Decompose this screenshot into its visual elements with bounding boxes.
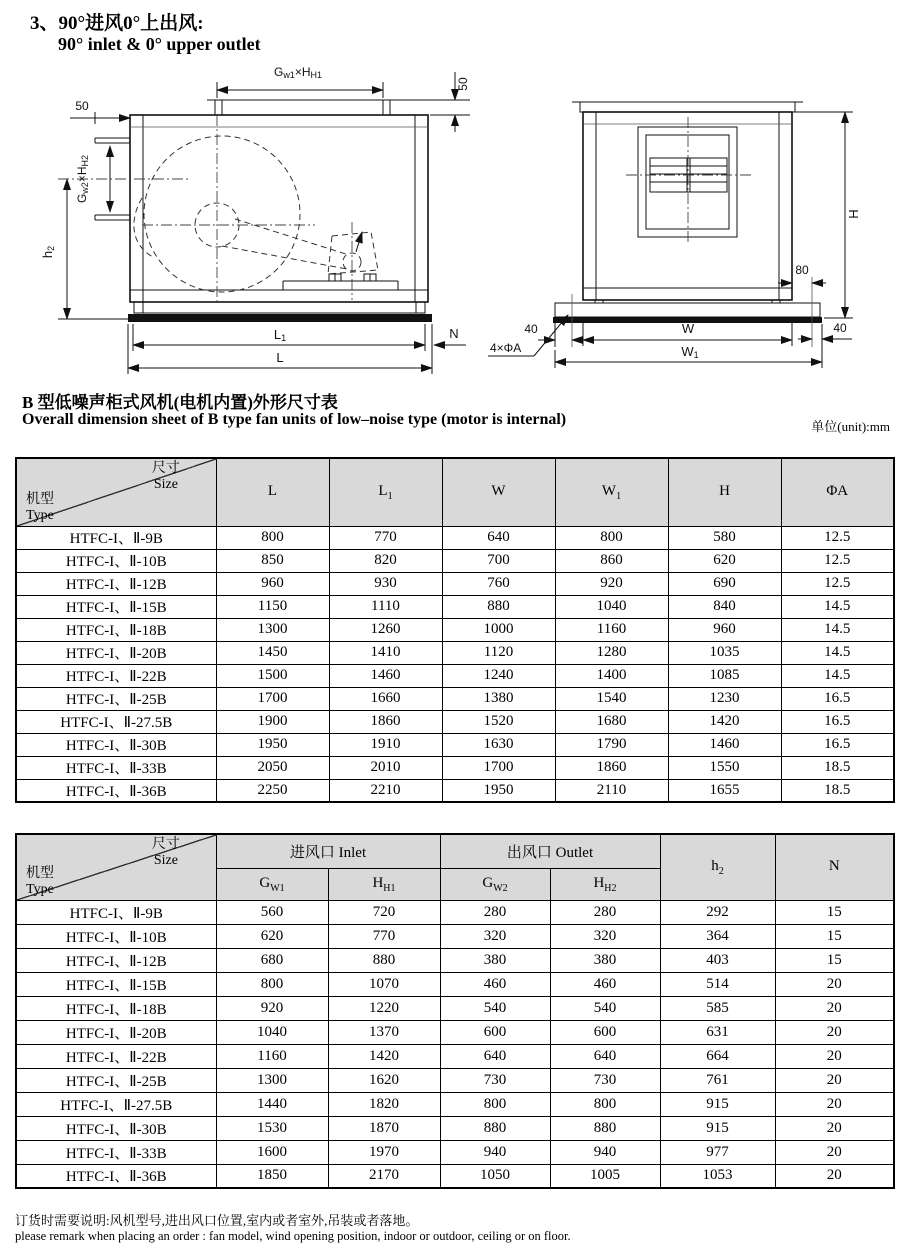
table2-model-cell: HTFC-I、Ⅱ-22B bbox=[16, 1044, 216, 1068]
table1-value-cell: 920 bbox=[555, 572, 668, 595]
order-note-en: please remark when placing an order : fan model, wind opening position, indoor or outdoor, ceiling or on floor. bbox=[15, 1229, 571, 1243]
overall-dimension-table bbox=[15, 457, 895, 803]
dim-label-outlet-size: Gw1×HH1 bbox=[273, 65, 323, 80]
table1-value-cell: 1420 bbox=[668, 710, 781, 733]
table1-value-cell: 2050 bbox=[216, 756, 329, 779]
side-motor-bracket bbox=[283, 274, 398, 290]
table2-row-5 bbox=[16, 1020, 894, 1044]
table1-row-1 bbox=[16, 549, 894, 572]
table2-value-cell: 514 bbox=[660, 972, 775, 996]
table2-group-inlet: 进风口 Inlet bbox=[216, 834, 440, 868]
table1-value-cell: 12.5 bbox=[781, 549, 894, 572]
table1-model-cell: HTFC-I、Ⅱ-9B bbox=[16, 526, 216, 549]
table1-col-L1: $L_1$ bbox=[329, 458, 442, 526]
table1-row-6 bbox=[16, 664, 894, 687]
table1-model-cell: HTFC-I、Ⅱ-30B bbox=[16, 733, 216, 756]
table2-value-cell: 680 bbox=[216, 948, 328, 972]
table2-value-cell: 1440 bbox=[216, 1092, 328, 1116]
table2-col-GW2: $G_{W2}$ bbox=[440, 868, 550, 900]
unit-label: 单位(unit):mm bbox=[811, 419, 890, 434]
table2-value-cell: 15 bbox=[775, 900, 894, 924]
table1-value-cell: 1410 bbox=[329, 641, 442, 664]
table1-row-10 bbox=[16, 756, 894, 779]
dim-label-50-right: 50 bbox=[456, 77, 470, 91]
table1-value-cell: 1380 bbox=[442, 687, 555, 710]
table2-model-cell: HTFC-I、Ⅱ-12B bbox=[16, 948, 216, 972]
table1-value-cell: 700 bbox=[442, 549, 555, 572]
dim-40-right bbox=[798, 321, 852, 339]
table2-value-cell: 280 bbox=[550, 900, 660, 924]
table1-row-2 bbox=[16, 572, 894, 595]
table2-model-cell: HTFC-I、Ⅱ-36B bbox=[16, 1164, 216, 1188]
table2-value-cell: 640 bbox=[440, 1044, 550, 1068]
table1-value-cell: 16.5 bbox=[781, 733, 894, 756]
table1-value-cell: 1540 bbox=[555, 687, 668, 710]
table2-value-cell: 1050 bbox=[440, 1164, 550, 1188]
table2-value-cell: 1040 bbox=[216, 1020, 328, 1044]
table2-value-cell: 320 bbox=[550, 924, 660, 948]
table2-value-cell: 915 bbox=[660, 1116, 775, 1140]
table2-value-cell: 1870 bbox=[328, 1116, 440, 1140]
table2-value-cell: 880 bbox=[440, 1116, 550, 1140]
table1-value-cell: 690 bbox=[668, 572, 781, 595]
table1-value-cell: 1550 bbox=[668, 756, 781, 779]
side-view-drawing bbox=[30, 62, 482, 382]
table1-value-cell: 580 bbox=[668, 526, 781, 549]
table1-row-4 bbox=[16, 618, 894, 641]
table1-value-cell: 1630 bbox=[442, 733, 555, 756]
table1-value-cell: 880 bbox=[442, 595, 555, 618]
table2-value-cell: 640 bbox=[550, 1044, 660, 1068]
table2-value-cell: 631 bbox=[660, 1020, 775, 1044]
table2-row-10 bbox=[16, 1140, 894, 1164]
table1-row-3 bbox=[16, 595, 894, 618]
section-title-zh: 3、90°进风0°上出风: bbox=[30, 13, 204, 34]
table1-value-cell: 2110 bbox=[555, 779, 668, 802]
table1-col-H: H bbox=[668, 458, 781, 526]
table2-value-cell: 320 bbox=[440, 924, 550, 948]
table2-model-cell: HTFC-I、Ⅱ-9B bbox=[16, 900, 216, 924]
dim-N bbox=[434, 326, 466, 345]
table1-value-cell: 1040 bbox=[555, 595, 668, 618]
dim-L1 bbox=[133, 324, 425, 351]
table1-value-cell: 1460 bbox=[329, 664, 442, 687]
table2-value-cell: 1420 bbox=[328, 1044, 440, 1068]
table2-col-h2: $h_2$ bbox=[660, 834, 775, 900]
table1-value-cell: 1500 bbox=[216, 664, 329, 687]
dim-80 bbox=[778, 263, 826, 298]
table1-model-cell: HTFC-I、Ⅱ-33B bbox=[16, 756, 216, 779]
dim-H bbox=[792, 112, 861, 318]
table2-col-HH2: $H_{H2}$ bbox=[550, 868, 660, 900]
front-view-drawing bbox=[486, 62, 906, 382]
table2-value-cell: 761 bbox=[660, 1068, 775, 1092]
table2-value-cell: 1005 bbox=[550, 1164, 660, 1188]
table1-value-cell: 1860 bbox=[329, 710, 442, 733]
table2-row-6 bbox=[16, 1044, 894, 1068]
table2-col-GW1: $G_{W1}$ bbox=[216, 868, 328, 900]
table1-value-cell: 16.5 bbox=[781, 687, 894, 710]
table2-value-cell: 600 bbox=[440, 1020, 550, 1044]
dim-outlet-opening bbox=[217, 65, 383, 98]
table1-value-cell: 2250 bbox=[216, 779, 329, 802]
table2-value-cell: 540 bbox=[440, 996, 550, 1020]
dim-label-W1: W1 bbox=[681, 344, 699, 360]
table1-corner-cell bbox=[16, 458, 216, 526]
table2-value-cell: 20 bbox=[775, 1116, 894, 1140]
front-cabinet-outline bbox=[572, 102, 803, 300]
table1-value-cell: 12.5 bbox=[781, 572, 894, 595]
table1-row-5 bbox=[16, 641, 894, 664]
table1-value-cell: 840 bbox=[668, 595, 781, 618]
table1-value-cell: 1120 bbox=[442, 641, 555, 664]
table2-value-cell: 800 bbox=[440, 1092, 550, 1116]
table2-value-cell: 15 bbox=[775, 924, 894, 948]
table2-value-cell: 20 bbox=[775, 1092, 894, 1116]
table2-col-N: N bbox=[775, 834, 894, 900]
table1-model-cell: HTFC-I、Ⅱ-10B bbox=[16, 549, 216, 572]
table1-model-cell: HTFC-I、Ⅱ-15B bbox=[16, 595, 216, 618]
dim-label-inlet-size: Gw2×HH2 bbox=[75, 154, 90, 204]
table1-value-cell: 1450 bbox=[216, 641, 329, 664]
table2-value-cell: 20 bbox=[775, 996, 894, 1020]
table2-model-cell: HTFC-I、Ⅱ-33B bbox=[16, 1140, 216, 1164]
table1-value-cell: 770 bbox=[329, 526, 442, 549]
table2-row-4 bbox=[16, 996, 894, 1020]
table1-value-cell: 1260 bbox=[329, 618, 442, 641]
section-title-en: 90° inlet & 0° upper outlet bbox=[58, 34, 261, 54]
table1-value-cell: 14.5 bbox=[781, 641, 894, 664]
table1-row-0 bbox=[16, 526, 894, 549]
table1-value-cell: 1000 bbox=[442, 618, 555, 641]
table2-row-8 bbox=[16, 1092, 894, 1116]
table1-value-cell: 14.5 bbox=[781, 618, 894, 641]
table2-value-cell: 585 bbox=[660, 996, 775, 1020]
table1-value-cell: 2010 bbox=[329, 756, 442, 779]
table2-value-cell: 1850 bbox=[216, 1164, 328, 1188]
table1-value-cell: 1230 bbox=[668, 687, 781, 710]
table2-model-cell: HTFC-I、Ⅱ-30B bbox=[16, 1116, 216, 1140]
table2-model-cell: HTFC-I、Ⅱ-15B bbox=[16, 972, 216, 996]
table2-row-0 bbox=[16, 900, 894, 924]
table1-value-cell: 1660 bbox=[329, 687, 442, 710]
table2-row-7 bbox=[16, 1068, 894, 1092]
table1-value-cell: 18.5 bbox=[781, 779, 894, 802]
corner-size-label: 尺寸 Size bbox=[151, 461, 180, 492]
table2-value-cell: 800 bbox=[216, 972, 328, 996]
table1-row-7 bbox=[16, 687, 894, 710]
table2-value-cell: 20 bbox=[775, 1140, 894, 1164]
table2-corner-cell bbox=[16, 834, 216, 900]
table2-value-cell: 403 bbox=[660, 948, 775, 972]
table2-value-cell: 977 bbox=[660, 1140, 775, 1164]
dim-label-40-left: 40 bbox=[524, 322, 538, 336]
table2-value-cell: 880 bbox=[550, 1116, 660, 1140]
dim-label-L1: L1 bbox=[273, 327, 287, 343]
table1-value-cell: 960 bbox=[216, 572, 329, 595]
inlet-outlet-dimension-table bbox=[15, 833, 895, 1189]
table2-value-cell: 600 bbox=[550, 1020, 660, 1044]
dim-label-40-right: 40 bbox=[833, 321, 847, 335]
table1-value-cell: 16.5 bbox=[781, 710, 894, 733]
side-base-frame bbox=[128, 302, 432, 322]
table1-value-cell: 1240 bbox=[442, 664, 555, 687]
dim-label-L: L bbox=[276, 350, 284, 365]
table1-col-L: L bbox=[216, 458, 329, 526]
side-outlet-duct bbox=[207, 100, 398, 115]
table1-value-cell: 1910 bbox=[329, 733, 442, 756]
table1-value-cell: 1160 bbox=[555, 618, 668, 641]
table2-value-cell: 940 bbox=[550, 1140, 660, 1164]
table1-value-cell: 1280 bbox=[555, 641, 668, 664]
table2-value-cell: 15 bbox=[775, 948, 894, 972]
table2-row-2 bbox=[16, 948, 894, 972]
side-cabinet-outline bbox=[130, 115, 428, 302]
table1-row-11 bbox=[16, 779, 894, 802]
table1-value-cell: 1460 bbox=[668, 733, 781, 756]
table1-value-cell: 640 bbox=[442, 526, 555, 549]
table1-value-cell: 1680 bbox=[555, 710, 668, 733]
table1-value-cell: 960 bbox=[668, 618, 781, 641]
table1-value-cell: 14.5 bbox=[781, 664, 894, 687]
table1-value-cell: 1110 bbox=[329, 595, 442, 618]
table1-value-cell: 1700 bbox=[442, 756, 555, 779]
table1-value-cell: 1950 bbox=[216, 733, 329, 756]
table2-value-cell: 380 bbox=[550, 948, 660, 972]
table2-value-cell: 460 bbox=[550, 972, 660, 996]
table2-model-cell: HTFC-I、Ⅱ-27.5B bbox=[16, 1092, 216, 1116]
table2-value-cell: 620 bbox=[216, 924, 328, 948]
table1-col-PhiA: ΦA bbox=[781, 458, 894, 526]
order-note-zh: 订货时需要说明:风机型号,进出风口位置,室内或者室外,吊装或者落地。 bbox=[15, 1213, 419, 1228]
table2-row-3 bbox=[16, 972, 894, 996]
table2-value-cell: 920 bbox=[216, 996, 328, 1020]
table2-value-cell: 1820 bbox=[328, 1092, 440, 1116]
table2-value-cell: 20 bbox=[775, 1020, 894, 1044]
table2-value-cell: 1053 bbox=[660, 1164, 775, 1188]
table1-value-cell: 1300 bbox=[216, 618, 329, 641]
table1-value-cell: 1790 bbox=[555, 733, 668, 756]
corner-size-label: 尺寸 Size bbox=[151, 837, 180, 868]
dim-label-80: 80 bbox=[795, 263, 809, 277]
table1-value-cell: 930 bbox=[329, 572, 442, 595]
dim-50-top-right bbox=[392, 72, 470, 132]
table2-value-cell: 2170 bbox=[328, 1164, 440, 1188]
table2-value-cell: 730 bbox=[440, 1068, 550, 1092]
dim-W bbox=[583, 320, 792, 346]
table2-row-9 bbox=[16, 1116, 894, 1140]
dim-label-H: H bbox=[846, 209, 861, 219]
table1-value-cell: 2210 bbox=[329, 779, 442, 802]
table1-row-8 bbox=[16, 710, 894, 733]
table2-value-cell: 1370 bbox=[328, 1020, 440, 1044]
table1-col-W1: $W_1$ bbox=[555, 458, 668, 526]
table2-value-cell: 1620 bbox=[328, 1068, 440, 1092]
table2-value-cell: 364 bbox=[660, 924, 775, 948]
table2-value-cell: 1070 bbox=[328, 972, 440, 996]
dim-40-left bbox=[524, 320, 589, 347]
table1-model-cell: HTFC-I、Ⅱ-36B bbox=[16, 779, 216, 802]
dim-label-W: W bbox=[681, 321, 695, 336]
table1-model-cell: HTFC-I、Ⅱ-12B bbox=[16, 572, 216, 595]
table2-value-cell: 770 bbox=[328, 924, 440, 948]
table1-value-cell: 760 bbox=[442, 572, 555, 595]
table2-value-cell: 940 bbox=[440, 1140, 550, 1164]
table2-value-cell: 664 bbox=[660, 1044, 775, 1068]
table1-value-cell: 800 bbox=[216, 526, 329, 549]
table1-value-cell: 1860 bbox=[555, 756, 668, 779]
table1-value-cell: 14.5 bbox=[781, 595, 894, 618]
sheet-title-en: Overall dimension sheet of B type fan units of low–noise type (motor is internal) bbox=[22, 411, 567, 428]
table2-value-cell: 540 bbox=[550, 996, 660, 1020]
table1-value-cell: 1035 bbox=[668, 641, 781, 664]
table1-value-cell: 800 bbox=[555, 526, 668, 549]
table1-value-cell: 850 bbox=[216, 549, 329, 572]
table2-value-cell: 20 bbox=[775, 972, 894, 996]
table1-model-cell: HTFC-I、Ⅱ-27.5B bbox=[16, 710, 216, 733]
table2-value-cell: 1530 bbox=[216, 1116, 328, 1140]
table1-value-cell: 820 bbox=[329, 549, 442, 572]
table1-value-cell: 1150 bbox=[216, 595, 329, 618]
dim-label-N: N bbox=[449, 326, 459, 341]
table2-value-cell: 380 bbox=[440, 948, 550, 972]
table2-value-cell: 560 bbox=[216, 900, 328, 924]
table1-value-cell: 1085 bbox=[668, 664, 781, 687]
table2-col-HH1: $H_{H1}$ bbox=[328, 868, 440, 900]
table1-model-cell: HTFC-I、Ⅱ-18B bbox=[16, 618, 216, 641]
dim-50-top-left bbox=[70, 99, 130, 124]
table1-value-cell: 620 bbox=[668, 549, 781, 572]
table1-value-cell: 1520 bbox=[442, 710, 555, 733]
table2-model-cell: HTFC-I、Ⅱ-25B bbox=[16, 1068, 216, 1092]
table2-value-cell: 20 bbox=[775, 1068, 894, 1092]
table1-value-cell: 1900 bbox=[216, 710, 329, 733]
table2-value-cell: 1220 bbox=[328, 996, 440, 1020]
table2-value-cell: 1160 bbox=[216, 1044, 328, 1068]
table1-value-cell: 1400 bbox=[555, 664, 668, 687]
table1-value-cell: 18.5 bbox=[781, 756, 894, 779]
table1-value-cell: 12.5 bbox=[781, 526, 894, 549]
table1-model-cell: HTFC-I、Ⅱ-22B bbox=[16, 664, 216, 687]
table2-value-cell: 1300 bbox=[216, 1068, 328, 1092]
corner-type-label: 机型 Type bbox=[26, 865, 54, 897]
table2-value-cell: 20 bbox=[775, 1164, 894, 1188]
table1-value-cell: 1655 bbox=[668, 779, 781, 802]
table2-value-cell: 915 bbox=[660, 1092, 775, 1116]
table2-model-cell: HTFC-I、Ⅱ-18B bbox=[16, 996, 216, 1020]
table2-value-cell: 800 bbox=[550, 1092, 660, 1116]
table1-col-W: W bbox=[442, 458, 555, 526]
table1-model-cell: HTFC-I、Ⅱ-20B bbox=[16, 641, 216, 664]
corner-type-label: 机型 Type bbox=[26, 491, 54, 523]
holes-label: 4×ΦA bbox=[490, 341, 522, 355]
table2-value-cell: 1600 bbox=[216, 1140, 328, 1164]
side-belt-drive-motor bbox=[222, 219, 378, 300]
table2-value-cell: 292 bbox=[660, 900, 775, 924]
table1-value-cell: 860 bbox=[555, 549, 668, 572]
dim-label-50-left: 50 bbox=[75, 99, 89, 113]
table2-row-11 bbox=[16, 1164, 894, 1188]
table2-row-1 bbox=[16, 924, 894, 948]
table2-value-cell: 20 bbox=[775, 1044, 894, 1068]
dim-label-h2: h2 bbox=[40, 245, 56, 259]
table1-value-cell: 1700 bbox=[216, 687, 329, 710]
table2-value-cell: 880 bbox=[328, 948, 440, 972]
table2-value-cell: 720 bbox=[328, 900, 440, 924]
table2-value-cell: 280 bbox=[440, 900, 550, 924]
table1-value-cell: 1950 bbox=[442, 779, 555, 802]
table1-row-9 bbox=[16, 733, 894, 756]
table2-group-outlet: 出风口 Outlet bbox=[440, 834, 660, 868]
table2-value-cell: 460 bbox=[440, 972, 550, 996]
table2-value-cell: 1970 bbox=[328, 1140, 440, 1164]
front-opening-louver bbox=[626, 117, 751, 245]
table2-model-cell: HTFC-I、Ⅱ-20B bbox=[16, 1020, 216, 1044]
table1-model-cell: HTFC-I、Ⅱ-25B bbox=[16, 687, 216, 710]
table2-model-cell: HTFC-I、Ⅱ-10B bbox=[16, 924, 216, 948]
sheet-title-zh: B 型低噪声柜式风机(电机内置)外形尺寸表 bbox=[22, 393, 338, 412]
table2-value-cell: 730 bbox=[550, 1068, 660, 1092]
